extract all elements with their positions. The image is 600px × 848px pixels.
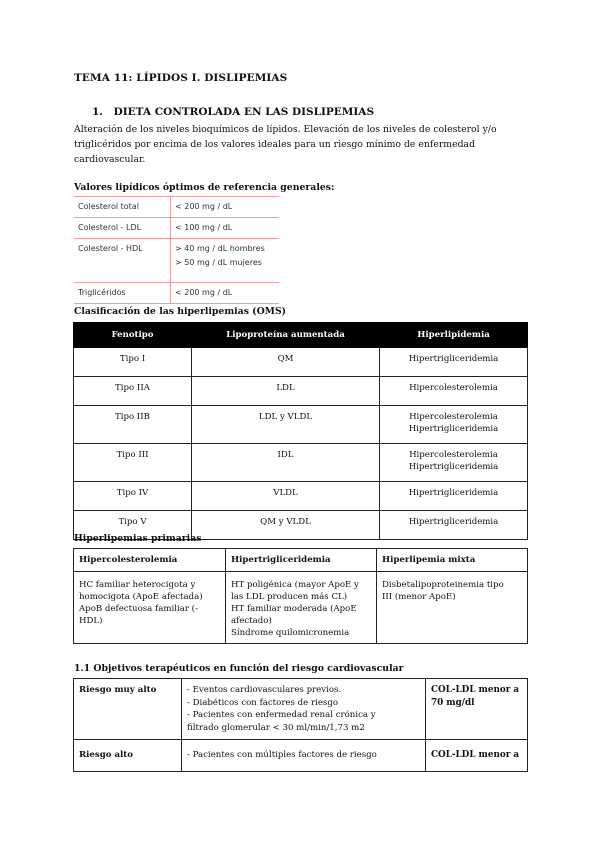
table-row [74, 406, 528, 444]
column-header: Hipertrigliceridemia [226, 549, 377, 572]
cell-line: COL-LDL menor a [431, 685, 520, 695]
table-cell: Hipertrigliceridemia [380, 482, 528, 511]
table-row [74, 348, 528, 377]
cell-line: ApoB defectuosa familiar (- [79, 604, 198, 614]
table-cell: LDL y VLDL [192, 406, 380, 444]
table-cell: LDL [192, 377, 380, 406]
primarias-heading: Hiperlipemias primarias [74, 533, 202, 544]
cell-line: homocigota (ApoE afectada) [79, 592, 203, 602]
reference-value [171, 239, 280, 283]
cell-line: HT poligénica (mayor ApoE y [231, 580, 359, 590]
column-header: Hiperlipemia mixta [377, 549, 528, 572]
table-row [74, 239, 279, 283]
cell-line: Síndrome quilomicronemia [231, 628, 350, 638]
table-cell: Hipercolesterolemia [380, 377, 528, 406]
reference-label: Colesterol - HDL [74, 239, 171, 283]
table-cell: Tipo IIA [74, 377, 192, 406]
column-header: Fenotipo [74, 323, 192, 348]
risk-criteria [182, 740, 426, 772]
table-row [74, 740, 528, 772]
cell-line: Hipertrigliceridemia [408, 424, 499, 434]
cell-line: COL-LDL menor a [431, 750, 520, 760]
reference-value: < 200 mg / dL [171, 283, 280, 304]
table-cell: Tipo I [74, 348, 192, 377]
table-cell: Tipo III [74, 444, 192, 482]
ldl-target [426, 679, 528, 740]
table-cell: VLDL [192, 482, 380, 511]
column-header: Hiperlipidemia [380, 323, 528, 348]
risk-label: Riesgo muy alto [74, 679, 182, 740]
table-cell: QM [192, 348, 380, 377]
table-cell [74, 572, 226, 644]
cell-line: - Pacientes con múltiples factores de riesgo [187, 750, 377, 760]
section-heading [92, 106, 374, 118]
table-row [74, 377, 528, 406]
cell-line: Disbetalipoproteinemia tipo [382, 580, 504, 590]
table-cell: Tipo IIB [74, 406, 192, 444]
table-cell [380, 406, 528, 444]
cell-line: HDL) [79, 616, 103, 626]
objetivos-table [73, 678, 528, 772]
table-cell: IDL [192, 444, 380, 482]
table-header-row [74, 323, 528, 348]
column-header: Hipercolesterolemia [74, 549, 226, 572]
table-row [74, 444, 528, 482]
table-row [74, 572, 528, 644]
table-row [74, 482, 528, 511]
cell-line: HC familiar heterocigota y [79, 580, 196, 590]
table-cell: QM y VLDL [192, 511, 380, 540]
cell-line: - Eventos cardiovasculares previos. [187, 685, 342, 695]
cell-line: 70 mg/dl [431, 697, 475, 708]
risk-criteria [182, 679, 426, 740]
reference-label: Colesterol - LDL [74, 218, 171, 239]
oms-table [73, 322, 528, 540]
table-row [74, 283, 279, 304]
cell-line: - Diabéticos con factores de riesgo [187, 697, 338, 708]
reference-table [74, 196, 279, 304]
column-header: Lipoproteína aumentada [192, 323, 380, 348]
section-title: DIETA CONTROLADA EN LAS DISLIPEMIAS [113, 106, 375, 118]
reference-value-line: > 50 mg / dL mujeres [175, 258, 262, 267]
table-cell [226, 572, 377, 644]
cell-line: - Pacientes con enfermedad renal crónica y [187, 710, 376, 720]
page-title: TEMA 11: LÍPIDOS I. DISLIPEMIAS [74, 72, 288, 84]
table-cell [380, 444, 528, 482]
cell-line: afectado) [231, 616, 272, 626]
primarias-table [73, 548, 528, 644]
cell-line: Hipercolesterolemia [409, 412, 498, 422]
risk-label: Riesgo alto [74, 740, 182, 772]
ldl-target [426, 740, 528, 772]
reference-label: Colesterol total [74, 197, 171, 218]
table-row [74, 679, 528, 740]
table-cell: Tipo V [74, 511, 192, 540]
cell-line: filtrado glomerular < 30 ml/min/1,73 m2 [187, 722, 365, 733]
cell-line: HT familiar moderada (ApoE [231, 604, 357, 614]
reference-label: Triglicéridos [74, 283, 171, 304]
table-header-row [74, 549, 528, 572]
reference-value: < 100 mg / dL [171, 218, 280, 239]
table-cell: Hipertrigliceridemia [380, 348, 528, 377]
table-cell: Hipertrigliceridemia [380, 511, 528, 540]
reference-value-line: > 40 mg / dL hombres [175, 244, 265, 253]
objetivos-heading: 1.1 Objetivos terapéuticos en función del riesgo cardiovascular [74, 663, 404, 674]
cell-line: Hipertrigliceridemia [408, 462, 499, 472]
table-row [74, 218, 279, 239]
section-number: 1. [92, 106, 103, 118]
oms-heading: Clasificación de las hiperlipemias (OMS) [74, 306, 287, 317]
cell-line: Hipercolesterolemia [409, 450, 498, 460]
intro-paragraph: Alteración de los niveles bioquímicos de lípidos. Elevación de los niveles de colesterol y/o triglicéridos por encima de los valores ideales para un riesgo mínimo de enfermedad cardiovascular. [74, 124, 497, 165]
cell-line: III (menor ApoE) [382, 592, 456, 602]
cell-line: las LDL producen más CL) [231, 592, 348, 602]
table-cell: Tipo IV [74, 482, 192, 511]
reference-heading: Valores lipídicos óptimos de referencia generales: [74, 182, 335, 193]
table-row [74, 197, 279, 218]
reference-value: < 200 mg / dL [171, 197, 280, 218]
table-cell [377, 572, 528, 644]
